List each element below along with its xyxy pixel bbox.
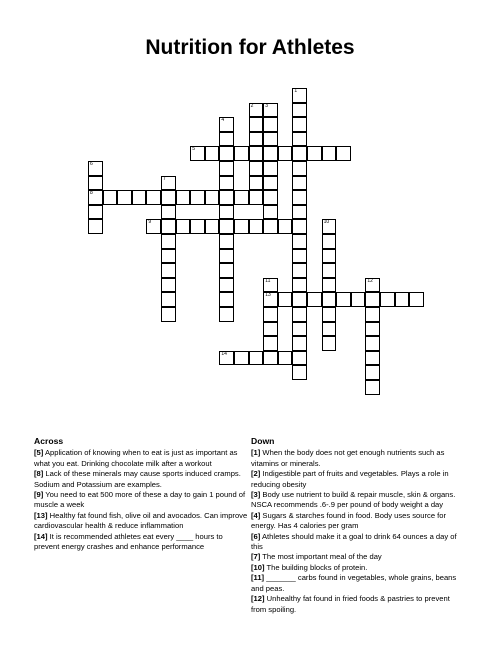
grid-cell[interactable] [219, 351, 234, 366]
grid-cell[interactable] [263, 132, 278, 147]
grid-cell[interactable] [146, 219, 161, 234]
grid-cell[interactable] [307, 292, 322, 307]
clue-number: [4] [251, 510, 261, 520]
clue-number-label: 13 [265, 292, 271, 299]
grid-cell[interactable] [219, 292, 234, 307]
grid-cell[interactable] [292, 292, 307, 307]
grid-cell[interactable] [322, 322, 337, 337]
grid-cell[interactable] [219, 249, 234, 264]
grid-cell[interactable] [205, 190, 220, 205]
grid-cell[interactable] [322, 146, 337, 161]
grid-cell[interactable] [249, 190, 264, 205]
clue-number: [12] [251, 594, 265, 604]
grid-cell[interactable] [190, 146, 205, 161]
grid-cell[interactable] [176, 190, 191, 205]
down-clue [251, 490, 466, 511]
grid-cell[interactable] [219, 146, 234, 161]
grid-cell[interactable] [395, 292, 410, 307]
grid-cell[interactable] [263, 205, 278, 220]
grid-cell[interactable] [249, 103, 264, 118]
grid-cell[interactable] [263, 307, 278, 322]
grid-cell[interactable] [263, 190, 278, 205]
grid-cell[interactable] [219, 176, 234, 191]
across-heading: Across [34, 436, 64, 446]
grid-cell[interactable] [219, 190, 234, 205]
grid-cell[interactable] [292, 190, 307, 205]
grid-cell[interactable] [249, 117, 264, 132]
grid-cell[interactable] [161, 263, 176, 278]
grid-cell[interactable] [190, 190, 205, 205]
across-clue [34, 448, 249, 469]
down-clue [251, 563, 466, 573]
grid-cell[interactable] [103, 190, 118, 205]
clue-text: _______ carbs found in vegetables, whole grains, beans and peas. [251, 573, 457, 593]
grid-cell[interactable] [88, 161, 103, 176]
clue-text: Healthy fat found fish, olive oil and avocados. Can improve cardiovascular health & reduce inflammation [34, 510, 248, 531]
grid-cell[interactable] [292, 146, 307, 161]
grid-cell[interactable] [234, 146, 249, 161]
grid-cell[interactable] [88, 176, 103, 191]
grid-cell[interactable] [88, 219, 103, 234]
grid-cell[interactable] [219, 278, 234, 293]
grid-cell[interactable] [365, 336, 380, 351]
clue-text: The building blocks of protein. [266, 562, 368, 572]
grid-cell[interactable] [161, 307, 176, 322]
grid-cell[interactable] [322, 263, 337, 278]
grid-cell[interactable] [292, 336, 307, 351]
grid-cell[interactable] [249, 219, 264, 234]
grid-cell[interactable] [263, 336, 278, 351]
grid-cell[interactable] [292, 365, 307, 380]
grid-cell[interactable] [292, 103, 307, 118]
grid-cell[interactable] [263, 351, 278, 366]
clue-text: Athletes should make it a goal to drink 64 ounces a day of this [251, 531, 457, 552]
clue-number-label: 5 [192, 146, 195, 153]
grid-cell[interactable] [117, 190, 132, 205]
grid-cell[interactable] [322, 336, 337, 351]
down-clue-list [251, 448, 466, 615]
clue-text: The most important meal of the day [262, 552, 382, 562]
clue-number-label: 10 [323, 219, 330, 226]
grid-cell[interactable] [146, 190, 161, 205]
across-clue [34, 469, 249, 490]
clue-text: Unhealthy fat found in fried foods & pastries to prevent from spoiling. [251, 594, 450, 614]
grid-cell[interactable] [249, 132, 264, 147]
grid-cell[interactable] [292, 249, 307, 264]
grid-cell[interactable] [234, 190, 249, 205]
grid-cell[interactable] [249, 176, 264, 191]
grid-cell[interactable] [365, 292, 380, 307]
page-title: Nutrition for Athletes [145, 36, 355, 59]
grid-cell[interactable] [161, 278, 176, 293]
clue-number: [11] [251, 573, 265, 583]
grid-cell[interactable] [234, 219, 249, 234]
grid-cell[interactable] [176, 219, 191, 234]
clue-number: [13] [34, 510, 48, 520]
grid-cell[interactable] [161, 205, 176, 220]
grid-cell[interactable] [161, 176, 176, 191]
clue-number: [9] [34, 490, 44, 500]
grid-cell[interactable] [161, 219, 176, 234]
grid-cell[interactable] [205, 219, 220, 234]
clue-number-label: 14 [221, 350, 227, 357]
clue-number: [3] [251, 490, 261, 500]
grid-cell[interactable] [322, 234, 337, 249]
grid-cell[interactable] [263, 278, 278, 293]
clue-number: [5] [34, 448, 44, 458]
grid-cell[interactable] [365, 351, 380, 366]
down-clue [251, 573, 466, 594]
clue-number: [2] [251, 469, 261, 479]
grid-cell[interactable] [263, 146, 278, 161]
grid-cell[interactable] [263, 117, 278, 132]
grid-cell[interactable] [292, 234, 307, 249]
clue-text: It is recommended athletes eat every ____ hours to prevent energy crashes and enhance performance [34, 531, 223, 552]
clue-text: Indigestible part of fruits and vegetables. Plays a role in reducing obesity [251, 469, 449, 489]
clue-number: [1] [251, 448, 261, 458]
grid-cell[interactable] [292, 307, 307, 322]
down-clues [251, 436, 466, 615]
grid-cell[interactable] [365, 322, 380, 337]
down-clue [251, 532, 466, 553]
clue-text: Lack of these minerals may cause sports induced cramps. Sodium and Potassium are examples. [34, 469, 241, 489]
grid-cell[interactable] [292, 88, 307, 103]
grid-cell[interactable] [292, 132, 307, 147]
grid-cell[interactable] [278, 292, 293, 307]
clue-number: [10] [251, 562, 265, 572]
clue-number: [8] [34, 469, 44, 479]
grid-cell[interactable] [132, 190, 147, 205]
grid-cell[interactable] [219, 234, 234, 249]
across-clue [34, 490, 249, 511]
grid-cell[interactable] [292, 219, 307, 234]
grid-cell[interactable] [161, 190, 176, 205]
clue-number-label: 12 [367, 277, 373, 284]
grid-cell[interactable] [292, 176, 307, 191]
clue-text: When the body does not get enough nutrients such as vitamins or minerals. [251, 448, 445, 468]
grid-cell[interactable] [249, 351, 264, 366]
clue-number: [14] [34, 531, 48, 541]
clue-text: You need to eat 500 more of these a day to gain 1 pound of muscle a week [34, 490, 246, 510]
across-clue [34, 511, 249, 532]
grid-cell[interactable] [219, 161, 234, 176]
clue-number-label: 6 [90, 161, 93, 167]
down-clue [251, 448, 466, 469]
grid-cell[interactable] [263, 219, 278, 234]
across-clue [34, 532, 249, 553]
down-clue [251, 594, 466, 615]
grid-cell[interactable] [365, 365, 380, 380]
grid-cell[interactable] [322, 292, 337, 307]
grid-cell[interactable] [278, 351, 293, 366]
down-clue [251, 552, 466, 562]
grid-cell[interactable] [292, 351, 307, 366]
grid-cell[interactable] [161, 249, 176, 264]
grid-cell[interactable] [219, 307, 234, 322]
grid-cell[interactable] [409, 292, 424, 307]
grid-cell[interactable] [292, 161, 307, 176]
clue-text: Sugars & starches found in food. Body uses source for energy. Has 4 calories per gram [251, 510, 447, 531]
clue-number-label: 11 [265, 277, 271, 284]
grid-cell[interactable] [88, 190, 103, 205]
grid-cell[interactable] [263, 292, 278, 307]
clue-number-label: 1 [294, 88, 298, 94]
grid-cell[interactable] [292, 117, 307, 132]
grid-cell[interactable] [219, 117, 234, 132]
grid-cell[interactable] [322, 278, 337, 293]
grid-cell[interactable] [234, 351, 249, 366]
clue-number-label: 8 [90, 190, 93, 197]
grid-cell[interactable] [292, 205, 307, 220]
grid-cell[interactable] [161, 234, 176, 249]
grid-cell[interactable] [263, 176, 278, 191]
grid-cell[interactable] [278, 219, 293, 234]
grid-cell[interactable] [336, 146, 351, 161]
across-clue-list [34, 448, 249, 552]
grid-cell[interactable] [263, 322, 278, 337]
grid-cell[interactable] [292, 263, 307, 278]
grid-cell[interactable] [219, 263, 234, 278]
clue-text: Application of knowing when to eat is just as important as what you eat. Drinking chocolate milk after a workout [34, 448, 238, 468]
grid-cell[interactable] [219, 205, 234, 220]
clue-number-label: 2 [250, 102, 254, 109]
grid-cell[interactable] [278, 146, 293, 161]
down-heading: Down [251, 436, 275, 446]
grid-cell[interactable] [322, 219, 337, 234]
down-clue [251, 469, 466, 490]
grid-cell[interactable] [205, 146, 220, 161]
grid-cell[interactable] [263, 161, 278, 176]
grid-cell[interactable] [219, 132, 234, 147]
grid-cell[interactable] [249, 146, 264, 161]
grid-cell[interactable] [263, 103, 278, 118]
grid-cell[interactable] [365, 278, 380, 293]
grid-cell[interactable] [351, 292, 366, 307]
across-clues [34, 436, 249, 552]
clue-number: [7] [251, 552, 261, 562]
grid-cell[interactable] [380, 292, 395, 307]
grid-cell[interactable] [161, 292, 176, 307]
grid-cell[interactable] [249, 161, 264, 176]
clue-number-label: 3 [265, 102, 268, 109]
grid-cell[interactable] [219, 219, 234, 234]
down-clue [251, 511, 466, 532]
grid-cell[interactable] [88, 205, 103, 220]
grid-cell[interactable] [336, 292, 351, 307]
grid-cell[interactable] [292, 278, 307, 293]
grid-cell[interactable] [365, 380, 380, 395]
clue-number-label: 9 [148, 219, 152, 226]
grid-cell[interactable] [307, 146, 322, 161]
grid-cell[interactable] [322, 249, 337, 264]
clue-number-label: 4 [221, 117, 225, 124]
grid-cell[interactable] [322, 307, 337, 322]
grid-cell[interactable] [292, 322, 307, 337]
grid-cell[interactable] [365, 307, 380, 322]
grid-cell[interactable] [190, 219, 205, 234]
clue-number-label: 7 [163, 175, 166, 182]
clue-text: Body use nutrient to build & repair muscle, skin & organs. NSCA recommends .6-.9 per pound of body weight a day [251, 490, 456, 510]
clue-number: [6] [251, 531, 261, 541]
